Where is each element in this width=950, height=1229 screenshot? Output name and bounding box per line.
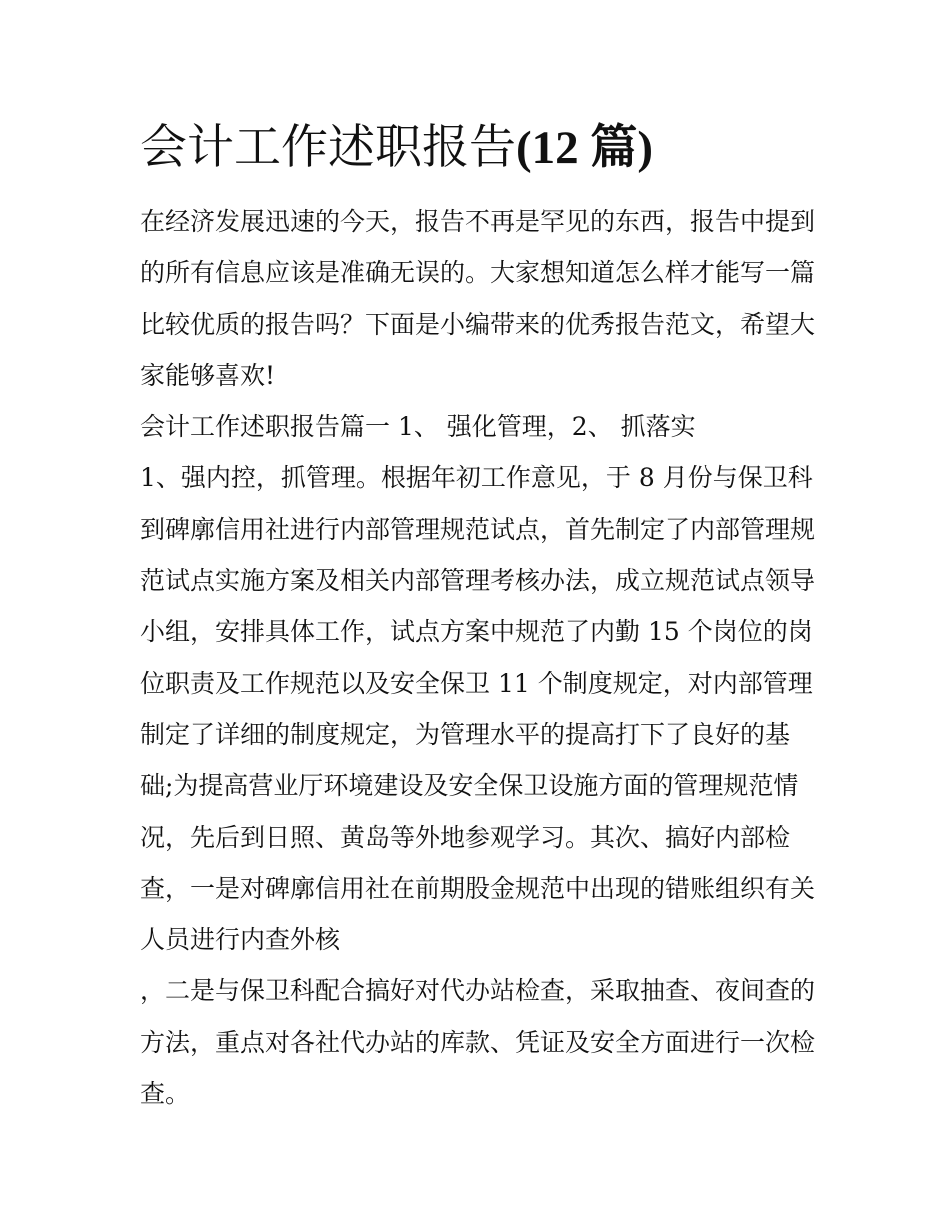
body-line: 况，先后到日照、黄岛等外地参观学习。其次、搞好内部检 bbox=[140, 822, 791, 852]
body-line: ，二是与保卫科配合搞好对代办站检查，采取抽查、夜间查的 bbox=[140, 976, 816, 1006]
body-line: 的所有信息应该是准确无误的。大家想知道怎么样才能写一篇 bbox=[140, 258, 816, 288]
body-line: 制定了详细的制度规定，为管理水平的提高打下了良好的基 bbox=[140, 719, 791, 749]
body-line: 在经济发展迅速的今天，报告不再是罕见的东西，报告中提到 bbox=[140, 207, 816, 236]
body-line: 础;为提高营业厅环境建设及安全保卫设施方面的管理规范情 bbox=[140, 771, 799, 801]
body-line: 方法，重点对各社代办站的库款、凭证及安全方面进行一次检 bbox=[140, 1027, 816, 1057]
body-line: 位职责及工作规范以及安全保卫 11 个制度规定，对内部管理 bbox=[140, 668, 813, 698]
body-line: 1、强内控，抓管理。根据年初工作意见，于 8 月份与保卫科 bbox=[140, 463, 813, 493]
body-line: 范试点实施方案及相关内部管理考核办法，成立规范试点领导 bbox=[140, 566, 816, 596]
document-body bbox=[140, 196, 820, 1119]
title-count: (12 篇) bbox=[516, 122, 654, 174]
body-line: 家能够喜欢! bbox=[140, 360, 276, 390]
section-heading-line: 会计工作述职报告篇一 1、 强化管理，2、 抓落实 bbox=[140, 412, 696, 442]
body-line: 查。 bbox=[140, 1079, 191, 1109]
body-line: 比较优质的报告吗？下面是小编带来的优秀报告范文，希望大 bbox=[140, 309, 816, 339]
body-line: 人员进行内查外核 bbox=[140, 925, 341, 955]
body-line: 小组，安排具体工作，试点方案中规范了内勤 15 个岗位的岗 bbox=[140, 617, 813, 647]
body-line: 到碑廓信用社进行内部管理规范试点，首先制定了内部管理规 bbox=[140, 514, 816, 544]
body-line: 查，一是对碑廓信用社在前期股金规范中出现的错账组织有关 bbox=[140, 873, 816, 903]
document-title bbox=[140, 118, 653, 178]
title-chinese: 会计工作述职报告 bbox=[140, 120, 516, 175]
